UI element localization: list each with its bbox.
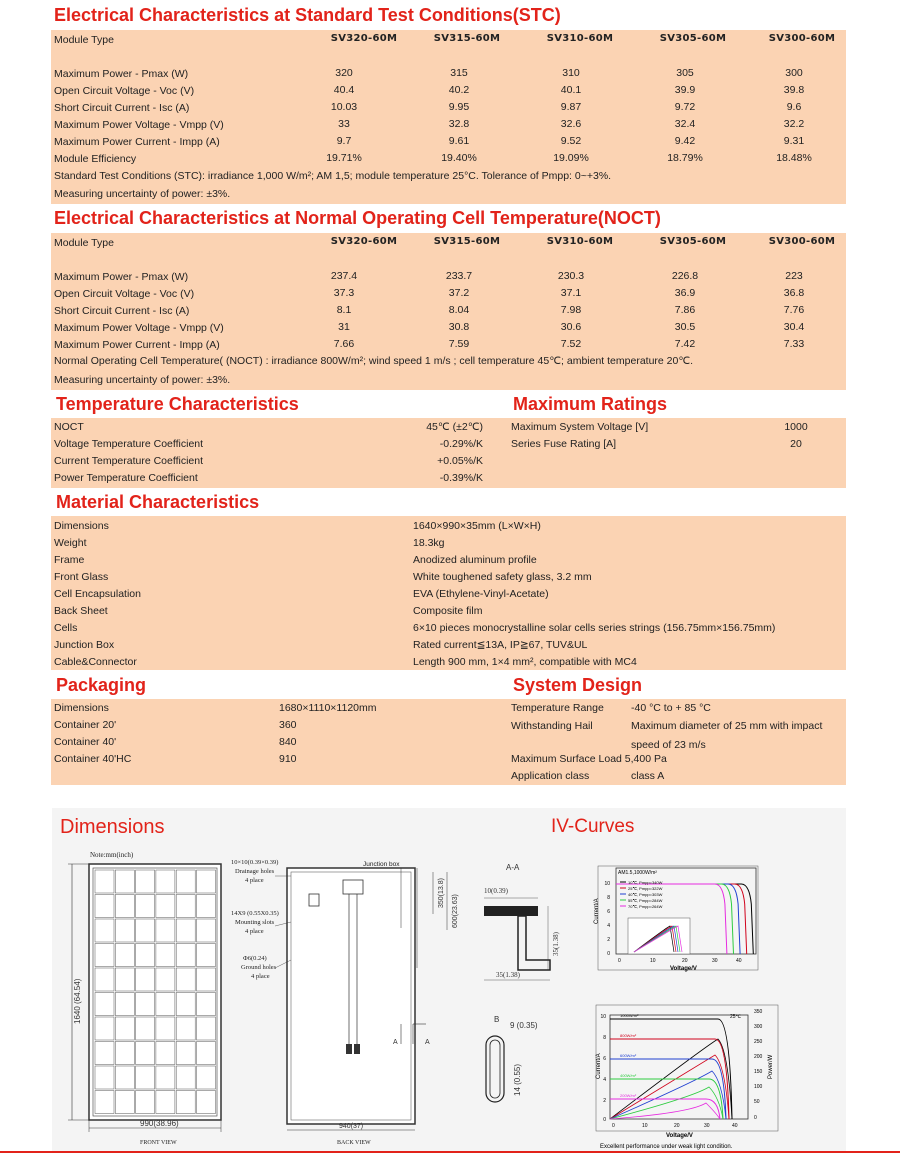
stc-cell: 315 [450, 67, 468, 79]
chart2-iv-curve [610, 1059, 726, 1119]
chart1-header: AM1.5,1000W/m² [618, 870, 657, 876]
stc-cell: 32.2 [783, 118, 805, 130]
chart2-y2tick: 200 [754, 1054, 763, 1060]
noct-row-label: Open Circuit Voltage - Voc (V) [54, 288, 195, 300]
stc-cell: 19.71% [326, 152, 362, 164]
noct-cell: 8.1 [336, 304, 352, 316]
junction-box-label: Junction box [363, 861, 400, 868]
noct-row-label: Maximum Power - Pmax (W) [54, 271, 189, 283]
width-dimension: 990(38.96) [140, 1119, 179, 1128]
stc-row-label: Open Circuit Voltage - Voc (V) [54, 85, 195, 97]
chart1-legend-label: 25℃, Pmpp=322W [628, 886, 663, 891]
stc-title: Electrical Characteristics at Standard Test Conditions(STC) [54, 5, 561, 25]
stc-cell: 9.31 [783, 135, 805, 147]
mounting-label-1: 14X9 (0.55X0.35) [231, 910, 279, 917]
chart1-ytick: 2 [607, 937, 610, 943]
stc-cell: 10.03 [330, 101, 358, 113]
stc-cell: 40.4 [333, 84, 355, 96]
noct-model-3: SV310-60M [546, 236, 614, 247]
packaging-title: Packaging [56, 675, 147, 695]
pack-row-label: Container 40'HC [54, 753, 132, 765]
stc-cell: 40.1 [560, 84, 582, 96]
noct-cell: 7.66 [333, 338, 355, 350]
dim-350: 350(13.8) [438, 878, 445, 908]
max-row-label: Maximum System Voltage [V] [511, 421, 649, 433]
stc-row-label: Short Circuit Current - Isc (A) [54, 102, 190, 114]
stc-cell: 9.61 [448, 135, 470, 147]
chart1-ytick: 6 [607, 909, 610, 915]
stc-cell: 300 [785, 67, 803, 79]
iv-curves-title: IV-Curves [551, 816, 635, 837]
pack-row-value: 360 [279, 719, 297, 731]
dim-35-horizontal: 35(1.38) [496, 971, 520, 979]
chart2-xtick: 40 [732, 1123, 738, 1129]
chart2-ytick: 2 [603, 1098, 606, 1104]
temp-row-label: Current Temperature Coefficient [54, 455, 204, 467]
height-dimension: 1640 (64.54) [73, 978, 82, 1024]
chart1-ytick: 0 [607, 951, 610, 957]
chart2-y2label: Power/W [768, 1054, 774, 1079]
material-row-label: Cell Encapsulation [54, 588, 141, 600]
chart2-legend-label: 600W/m² [620, 1053, 637, 1058]
section-aa-label: A-A [506, 863, 520, 872]
noct-cell: 30.8 [448, 321, 470, 333]
chart1-legend-label: 40℃, Pmpp=303W [628, 892, 663, 897]
ground-label-2: Ground holes [241, 964, 277, 971]
material-table [51, 516, 846, 670]
stc-note-1: Standard Test Conditions (STC): irradiance 1,000 W/m²; AM 1,5; module temperature 25°C. Tolerance of Pmpp: 0~+3%. [54, 170, 612, 182]
noct-note-2: Measuring uncertainty of power: ±3%. [54, 374, 231, 386]
pack-row-label: Dimensions [54, 702, 109, 714]
chart2-y2tick: 50 [754, 1099, 760, 1105]
system-design-title: System Design [513, 675, 643, 695]
front-view-label: FRONT VIEW [140, 1140, 177, 1146]
stc-cell: 18.48% [776, 152, 812, 164]
noct-cell: 7.76 [783, 304, 805, 316]
material-row-value: 18.3kg [413, 537, 445, 549]
chart2-y2tick: 350 [754, 1009, 763, 1015]
dim-14: 14 (0.55) [513, 1063, 522, 1096]
max-ratings-title: Maximum Ratings [513, 394, 668, 414]
dim-10: 10(0.39) [484, 887, 508, 895]
noct-title: Electrical Characteristics at Normal Operating Cell Temperature(NOCT) [54, 208, 661, 228]
drawing-note: Note:mm(inch) [90, 851, 134, 859]
stc-model-1: SV320-60M [330, 33, 398, 44]
noct-cell: 7.33 [783, 338, 805, 350]
mounting-label-3: 4 place [245, 928, 264, 935]
material-row-label: Front Glass [54, 571, 109, 583]
chart1-ytick: 10 [604, 881, 610, 887]
temp-row-value: -0.39%/K [439, 472, 483, 484]
noct-cell: 30.4 [783, 321, 805, 333]
noct-row-label: Maximum Power Voltage - Vmpp (V) [54, 322, 224, 334]
junction-box-shape [343, 880, 363, 894]
stc-row-label: Maximum Power - Pmax (W) [54, 68, 189, 80]
chart2-power-curve [610, 1055, 729, 1119]
chart2-y2tick: 0 [754, 1115, 757, 1121]
dimensions-title: Dimensions [60, 816, 165, 838]
temperature-title: Temperature Characteristics [56, 394, 299, 414]
chart2-temp: 25℃ [730, 1014, 742, 1020]
chart1-xtick: 10 [650, 958, 656, 964]
noct-row-label: Maximum Power Current - Impp (A) [54, 339, 220, 351]
stc-cell: 9.87 [560, 101, 582, 113]
stc-cell: 18.79% [667, 152, 703, 164]
stc-cell: 9.42 [674, 135, 696, 147]
stc-cell: 32.4 [674, 118, 696, 130]
stc-model-2: SV315-60M [433, 33, 501, 44]
drainage-label-2: Drainage holes [235, 868, 275, 875]
material-row-value: Anodized aluminum profile [413, 554, 537, 566]
material-title: Material Characteristics [56, 492, 260, 512]
chart2-y2tick: 150 [754, 1069, 763, 1075]
chart1-legend-label: 55℃, Pmpp=284W [628, 898, 663, 903]
mounting-label-2: Mounting slots [235, 919, 275, 926]
noct-cell: 7.59 [448, 338, 470, 350]
noct-cell: 223 [785, 270, 803, 282]
chart1-legend-label: 10℃, Pmpp=340W [628, 880, 663, 885]
material-row-value: Composite film [413, 605, 483, 617]
chart2-xlabel: Voltage/V [666, 1133, 693, 1139]
dim-35-vertical: 35(1.38) [552, 932, 560, 956]
system-app-class-label: Application class [511, 770, 590, 782]
chart1-xtick: 20 [682, 958, 688, 964]
chart2-y2tick: 100 [754, 1084, 763, 1090]
max-row-value: 1000 [784, 421, 808, 433]
chart1-ytick: 8 [607, 895, 610, 901]
packaging-table [51, 699, 846, 785]
chart2-legend-label: 1000W/m² [620, 1013, 639, 1018]
stc-cell: 305 [676, 67, 694, 79]
front-view-drawing [62, 848, 232, 1148]
noct-cell: 233.7 [445, 270, 473, 282]
chart2-legend-label: 400W/m² [620, 1073, 637, 1078]
stc-note-2: Measuring uncertainty of power: ±3%. [54, 188, 231, 200]
noct-module-type-label: Module Type [54, 237, 114, 249]
noct-cell: 36.9 [674, 287, 696, 299]
pack-row-value: 840 [279, 736, 297, 748]
noct-cell: 31 [338, 321, 350, 333]
stc-model-5: SV300-60M [768, 33, 836, 44]
temp-row-value: 45℃ (±2℃) [426, 421, 483, 433]
system-hail-label: Withstanding Hail [511, 720, 593, 732]
chart2-ytick: 0 [603, 1117, 606, 1123]
chart1-xtick: 40 [736, 958, 742, 964]
stc-cell: 33 [338, 118, 350, 130]
chart2-legend [620, 1013, 639, 1098]
back-view-label: BACK VIEW [337, 1140, 371, 1146]
stc-cell: 19.09% [553, 152, 589, 164]
noct-cell: 37.2 [448, 287, 470, 299]
stc-table [51, 30, 846, 204]
chart1-legend-label: 70℃, Pmpp=264W [628, 904, 663, 909]
system-app-class-value: class A [631, 770, 665, 782]
chart2-y2tick: 300 [754, 1024, 763, 1030]
noct-cell: 30.5 [674, 321, 696, 333]
stc-module-type-label: Module Type [54, 34, 114, 46]
stc-cell: 9.72 [674, 101, 696, 113]
stc-cell: 40.2 [448, 84, 470, 96]
temp-row-label: NOCT [54, 421, 84, 433]
drainage-label-3: 4 place [245, 877, 264, 884]
chart1-xlabel: Voltage/V [670, 966, 697, 972]
stc-model-4: SV305-60M [659, 33, 727, 44]
stc-cell: 39.9 [674, 84, 696, 96]
stc-cell: 9.7 [336, 135, 352, 147]
max-row-label: Series Fuse Rating [A] [511, 438, 617, 450]
noct-table [51, 233, 846, 390]
chart2-ytick: 8 [603, 1035, 606, 1041]
stc-cell: 310 [562, 67, 580, 79]
back-view-drawing [225, 848, 475, 1148]
drainage-label-1: 10×10(0.39×0.39) [231, 859, 279, 866]
chart2-ytick: 6 [603, 1056, 606, 1062]
stc-row-label: Maximum Power Voltage - Vmpp (V) [54, 119, 224, 131]
chart2-ytick: 4 [603, 1077, 606, 1083]
system-hail-value-1: Maximum diameter of 25 mm with impact [631, 720, 823, 732]
stc-cell: 9.6 [786, 101, 802, 113]
noct-cell: 37.1 [560, 287, 582, 299]
noct-cell: 230.3 [557, 270, 585, 282]
ground-label-3: 4 place [251, 973, 270, 980]
chart1-ylabel: Current/A [594, 898, 600, 924]
stc-cell: 32.6 [560, 118, 582, 130]
stc-cell: 32.8 [448, 118, 470, 130]
material-row-value: 1640×990×35mm (L×W×H) [413, 520, 541, 532]
noct-cell: 7.42 [674, 338, 696, 350]
dim-940: 940(37) [339, 1123, 364, 1130]
chart2-xtick: 10 [642, 1123, 648, 1129]
stc-row-label: Maximum Power Current - Impp (A) [54, 136, 220, 148]
noct-model-5: SV300-60M [768, 236, 836, 247]
max-row-value: 20 [790, 438, 802, 450]
material-row-label: Back Sheet [54, 605, 108, 617]
chart2-ytick: 10 [600, 1014, 606, 1020]
chart2-legend-label: 800W/m² [620, 1033, 637, 1038]
stc-model-3: SV310-60M [546, 33, 614, 44]
temp-row-label: Power Temperature Coefficient [54, 472, 198, 484]
mounting-slot-shape [486, 1036, 504, 1102]
dim-600: 600(23.63) [452, 894, 459, 928]
stc-cell: 9.95 [448, 101, 470, 113]
stc-cell: 19.40% [441, 152, 477, 164]
system-temp-range-value: -40 °C to + 85 °C [631, 702, 711, 714]
chart1-xtick: 0 [618, 958, 621, 964]
chart2-y2tick: 250 [754, 1039, 763, 1045]
back-frame [287, 868, 415, 1124]
material-row-value: White toughened safety glass, 3.2 mm [413, 571, 592, 583]
stc-cell: 9.52 [560, 135, 582, 147]
chart2-power-curve [610, 1103, 720, 1119]
iv-caption: Excellent performance under weak light condition. [600, 1144, 733, 1150]
pack-row-value: 910 [279, 753, 297, 765]
section-b-label: B [494, 1015, 500, 1024]
pack-row-value: 1680×1110×1120mm [279, 702, 377, 714]
chart2-ylabel: Current/A [596, 1053, 602, 1079]
noct-row-label: Short Circuit Current - Isc (A) [54, 305, 190, 317]
noct-cell: 7.86 [674, 304, 696, 316]
noct-cell: 8.04 [448, 304, 470, 316]
material-row-label: Frame [54, 554, 85, 566]
material-row-value: EVA (Ethylene-Vinyl-Acetate) [413, 588, 549, 600]
chart1-ytick: 4 [607, 923, 610, 929]
system-temp-range-label: Temperature Range [511, 702, 604, 714]
pack-row-label: Container 20' [54, 719, 117, 731]
stc-cell: 39.8 [783, 84, 805, 96]
module-frame [89, 864, 221, 1120]
noct-cell: 7.52 [560, 338, 582, 350]
noct-model-2: SV315-60M [433, 236, 501, 247]
chart2-xtick: 0 [612, 1123, 615, 1129]
chart1-xtick: 30 [712, 958, 718, 964]
noct-note-1: Normal Operating Cell Temperature( (NOCT) : irradiance 800W/m²; wind speed 1 m/s ; cell temperature 45℃; ambient temperature 20℃. [54, 355, 694, 367]
noct-model-4: SV305-60M [659, 236, 727, 247]
iv-chart-temperature [582, 862, 762, 974]
temperature-table [51, 418, 846, 488]
noct-cell: 7.98 [560, 304, 582, 316]
temp-row-label: Voltage Temperature Coefficient [54, 438, 204, 450]
noct-cell: 226.8 [671, 270, 699, 282]
material-row-label: Cells [54, 622, 78, 634]
stc-cell: 320 [335, 67, 353, 79]
pack-row-label: Container 40' [54, 736, 117, 748]
noct-model-1: SV320-60M [330, 236, 398, 247]
material-row-label: Dimensions [54, 520, 109, 532]
system-surface-load: Maximum Surface Load 5,400 Pa [511, 753, 667, 765]
chart2-legend-label: 200W/m² [620, 1093, 637, 1098]
chart2-xtick: 30 [704, 1123, 710, 1129]
material-row-label: Weight [54, 537, 87, 549]
material-row-value: Rated current≦13A, IP≧67, TUV&UL [413, 639, 588, 651]
noct-cell: 30.6 [560, 321, 582, 333]
ground-label-1: Φ6(0.24) [243, 955, 267, 962]
noct-cell: 36.8 [783, 287, 805, 299]
dim-9: 9 (0.35) [510, 1021, 538, 1030]
material-row-label: Cable&Connector [54, 656, 137, 668]
noct-cell: 237.4 [330, 270, 358, 282]
section-drawings [478, 860, 578, 1130]
section-marker-a-right: A [425, 1039, 430, 1046]
noct-cell: 37.3 [333, 287, 355, 299]
chart2-xtick: 20 [674, 1123, 680, 1129]
system-hail-value-2: speed of 23 m/s [631, 739, 706, 751]
material-row-value: Length 900 mm, 1×4 mm², compatible with MC4 [413, 656, 637, 668]
stc-row-label: Module Efficiency [54, 153, 137, 165]
section-marker-a-left: A [393, 1039, 398, 1046]
temp-row-value: +0.05%/K [437, 455, 483, 467]
frame-section [484, 906, 538, 916]
temp-row-value: -0.29%/K [439, 438, 483, 450]
iv-chart-irradiance [582, 1003, 782, 1153]
material-row-label: Junction Box [54, 639, 115, 651]
material-row-value: 6×10 pieces monocrystalline solar cells series strings (156.75mm×156.75mm) [413, 622, 776, 634]
